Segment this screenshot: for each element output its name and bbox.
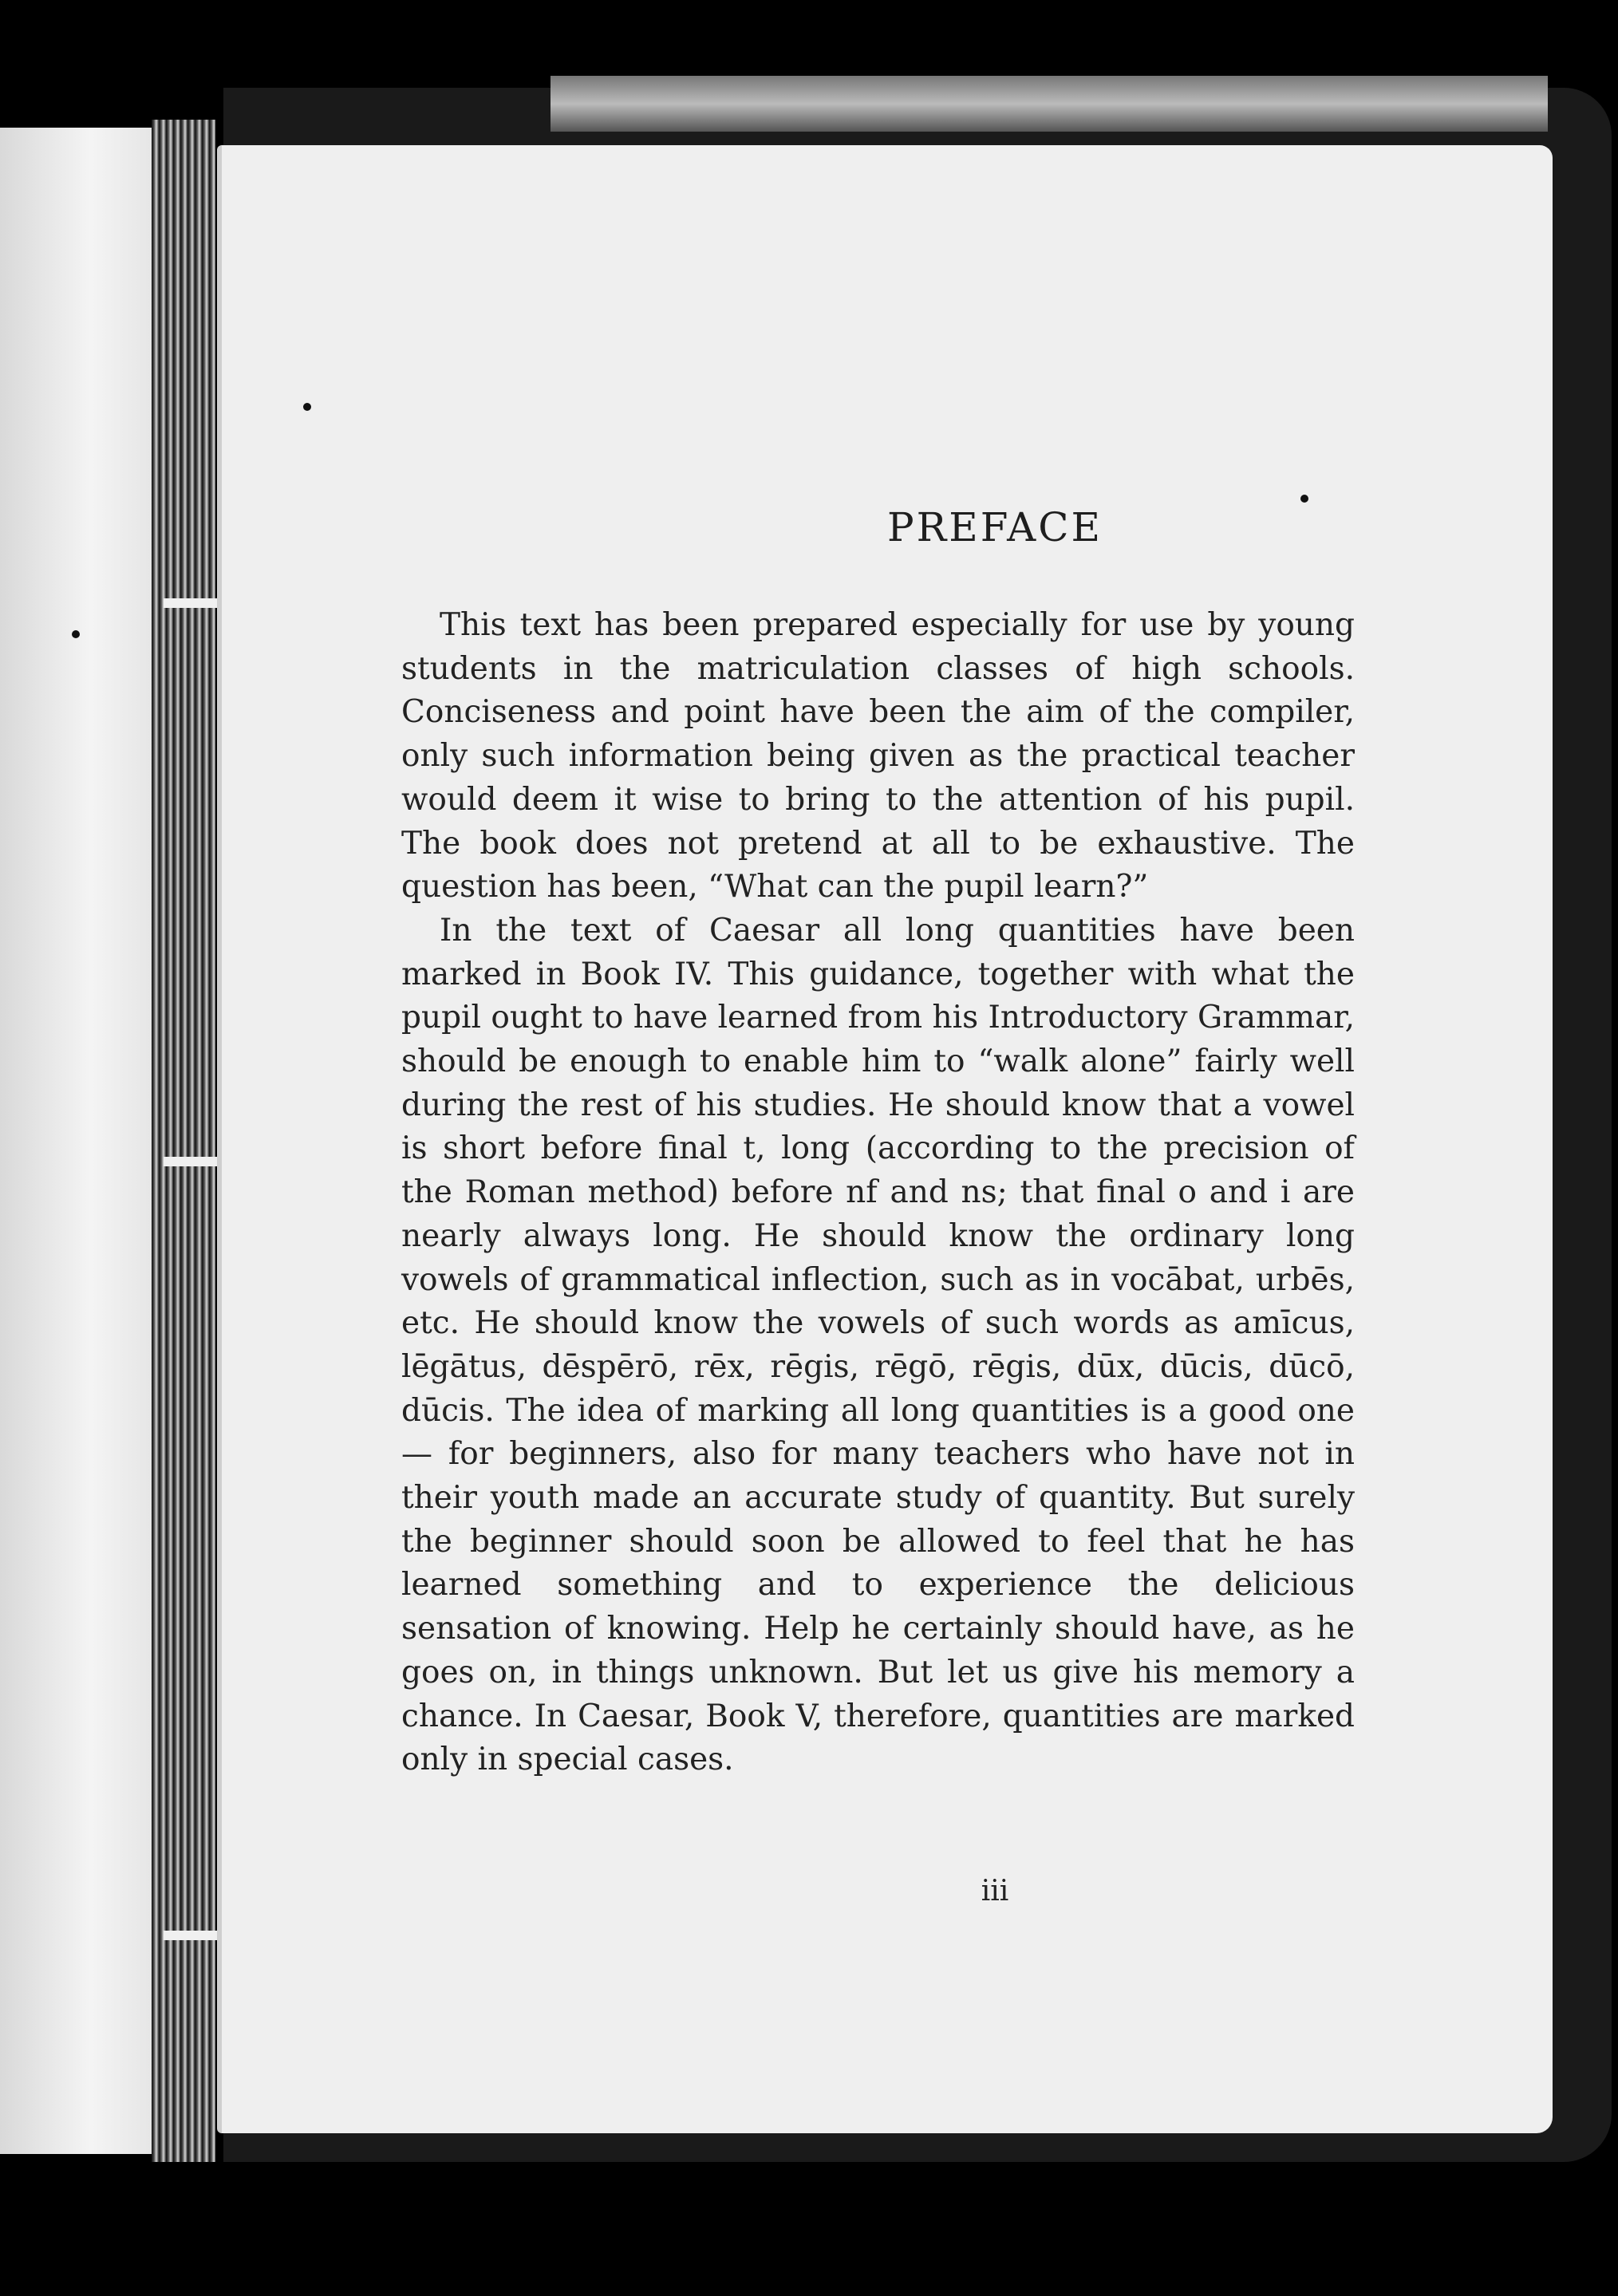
page-number: iii <box>981 1875 1009 1907</box>
spine-stitch <box>164 1931 219 1940</box>
dust-speck <box>1300 495 1308 503</box>
spine-stitch <box>164 598 219 608</box>
cover-top-edge <box>551 76 1548 132</box>
preface-text <box>401 604 1355 1782</box>
book-page <box>217 145 1553 2133</box>
dust-speck <box>72 630 80 638</box>
page-title: PREFACE <box>887 504 1103 550</box>
paragraph: This text has been prepared especially for use by young students in the matriculation classes of high schools. Conciseness and point have been the aim of the compiler, only such information being given as the practical teacher would deem it wise to bring to the attention of his pupil. The book does not pretend at all to be exhaustive. The question has been, “What can the pupil learn?” <box>401 607 1355 905</box>
left-facing-page <box>0 128 152 2154</box>
dust-speck <box>303 403 311 411</box>
spine-stitch <box>164 1157 219 1166</box>
book-spine <box>152 120 215 2162</box>
paragraph: In the text of Caesar all long quantities have been marked in Book IV. This guidance, together with what the pupil ought to have learned from his Introductory Grammar, should be enough to enable him to “walk alone” fairly well during the rest of his studies. He should know that a vowel is short before final t, long (according to the precision of the Roman method) before nf and ns; that final o and i are nearly always long. He should know the ordinary long vowels of grammatical inflection, such as in vocābat, urbēs, etc. He should know the vowels of such words as amīcus, lēgātus, dēspērō, rēx, rēgis, rēgō, rēgis, dūx, dūcis, dūcō, dūcis. The idea of marking all long quantities is a good one — for beginners, also for many teachers who have not in their youth made an accurate study of quantity. But surely the beginner should soon be allowed to feel that he has learned something and to experience the delicious sensation of knowing. Help he certainly should have, as he goes on, in things unknown. But let us give his memory a chance. In Caesar, Book V, therefore, quantities are marked only in special cases. <box>401 912 1356 1778</box>
